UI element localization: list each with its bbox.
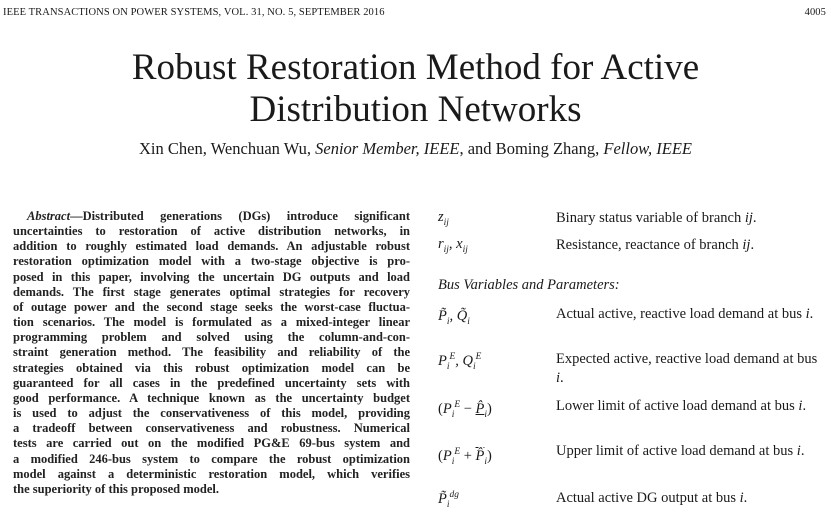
abstract-line: Abstract—Distributed generations (DGs) introduce significant <box>27 209 410 223</box>
title-line-1: Robust Restoration Method for Active <box>131 47 700 88</box>
abstract-label: Abstract <box>27 209 71 223</box>
nomenclature-symbol: ($P_i^E$ + $P̂_i$) <box>438 447 492 467</box>
abstract-line: demands. The first stage generates optimal strategies for recovery <box>13 284 410 299</box>
nomenclature-row <box>438 442 831 482</box>
abstract <box>13 209 410 497</box>
nomenclature-row <box>438 350 831 390</box>
bus-section-title: Bus Variables and Parameters: <box>438 277 620 293</box>
nomenclature-desc: Upper limit of active load demand at bus i. <box>556 443 805 459</box>
nomenclature-row <box>438 209 831 229</box>
abstract-line: tests are carried out on the modified PG&E 69-bus system and <box>13 436 410 451</box>
nomenclature-desc: Lower limit of active load demand at bus i. <box>556 398 807 414</box>
nomenclature-symbol: ($P_i^E$ − $P̂_i$) <box>438 400 492 420</box>
abstract-line: guaranteed for all cases in the predefined uncertainty sets with <box>13 375 410 390</box>
abstract-line: tion scenarios. The model is formulated as a mixed-integer linear <box>13 315 410 330</box>
page-number: 4005 <box>804 7 826 18</box>
abstract-line: the superiority of this proposed model. <box>13 481 220 496</box>
nomenclature-desc: Actual active, reactive load demand at bus i. <box>556 306 814 322</box>
abstract-line: is used to adjust the conservativeness of this model, providing <box>13 406 410 421</box>
journal-header: IEEE TRANSACTIONS ON POWER SYSTEMS, VOL. 31, NO. 5, SEPTEMBER 2016 <box>3 7 385 18</box>
nomenclature-desc: Binary status variable of branch ij. <box>556 210 757 226</box>
nomenclature-row <box>438 236 831 256</box>
nomenclature-desc: Actual active DG output at bus i. <box>556 490 748 506</box>
abstract-line: model against a deterministic restoration model, which verifies <box>13 466 410 481</box>
nomenclature-symbol: $P̃_i$, $Q̃_i$ <box>438 308 470 327</box>
nomenclature-desc: Resistance, reactance of branch ij. <box>556 237 755 253</box>
abstract-line: addition to roughly estimated load demands. An adjustable robust <box>13 239 410 254</box>
abstract-line: of outage power and the second stage seeks the worst-case fluctua- <box>13 299 410 314</box>
nomenclature-symbol: $z_{ij}$ <box>438 209 449 228</box>
nomenclature-symbol: $P̃_i^{dg}$ <box>438 490 459 510</box>
paper-title <box>0 47 831 131</box>
abstract-line: a tradeoff between conservativeness and robustness. Numerical <box>13 421 410 436</box>
abstract-line: programming problem and solved using the column-and-con- <box>13 330 410 345</box>
abstract-line: straint generation method. The feasibility and reliability of the <box>13 345 410 360</box>
abstract-line: a modified 246-bus system to compare the robust optimization <box>13 451 410 466</box>
abstract-line: good performance. A technique known as the uncertainty budget <box>13 390 410 405</box>
abstract-line: posed in this paper, involving the uncertain DG outputs and load <box>13 269 410 284</box>
abstract-line: strategies obtained via this robust optimization model can be <box>13 360 410 375</box>
nomenclature-symbol: $r_{ij}$, $x_{ij}$ <box>438 236 468 255</box>
author-list: Xin Chen, Wenchuan Wu, Senior Member, IEEE, and Boming Zhang, Fellow, IEEE <box>139 139 692 158</box>
abstract-line: restoration optimization model with a two-stage objective is pro- <box>13 254 410 269</box>
nomenclature-row <box>438 489 831 513</box>
nomenclature-row <box>438 305 831 345</box>
abstract-line: uncertainties to restoration of active distribution networks, in <box>13 224 410 239</box>
running-header <box>0 7 831 21</box>
title-line-2: Distribution Networks <box>249 89 582 130</box>
nomenclature-row <box>438 397 831 437</box>
nomenclature-symbol: $P_i^E$, $Q_i^E$ <box>438 352 482 372</box>
nomenclature-desc: Expected active, reactive load demand at bus i. <box>556 351 818 386</box>
